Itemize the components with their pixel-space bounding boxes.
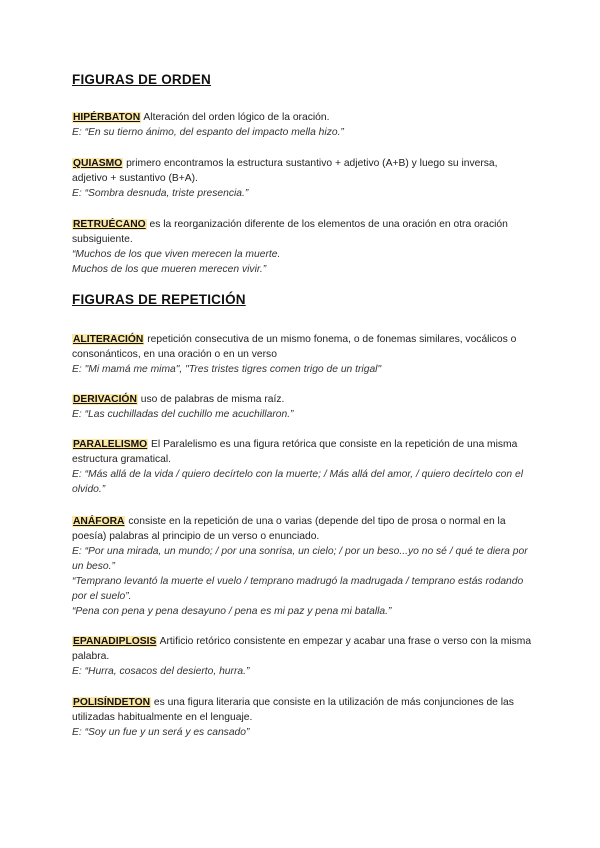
example-text: E: “En su tierno ánimo, del espanto del impacto mella hizo.”	[72, 127, 344, 138]
term-highlight: EPANADIPLOSIS	[73, 636, 157, 647]
definition-text: es una figura literaria que consiste en la utilización de más conjunciones de las utilizadas habitualmente en el lenguaje.	[72, 697, 514, 723]
term-highlight: DERIVACIÓN	[73, 394, 137, 405]
example-text: E: "Mi mamá me mima", "Tres tristes tigres comen trigo de un trigal"	[72, 364, 382, 375]
definition-text: Alteración del orden lógico de la oración.	[141, 112, 330, 123]
term-highlight: QUIASMO	[73, 158, 123, 169]
term-highlight: POLISÍNDETON	[73, 697, 151, 708]
example-text: E: “Hurra, cosacos del desierto, hurra.”	[72, 666, 250, 677]
example-text: E: “Soy un fue y un será y es cansado”	[72, 727, 250, 738]
section-title-orden: FIGURAS DE ORDEN	[72, 72, 211, 87]
example-text: E: “Por una mirada, un mundo; / por una sonrisa, un cielo; / por un beso...yo no sé / qué te diera por un beso.”	[72, 546, 528, 572]
definition-text: consiste en la repetición de una o varias (depende del tipo de prosa o normal en la poesía) palabras al principio de un verso o enunciado.	[72, 516, 506, 542]
entry-paralelismo	[72, 437, 532, 497]
entry-polisindeton	[72, 695, 532, 740]
entry-anafora	[72, 514, 532, 619]
section-title-repeticion: FIGURAS DE REPETICIÓN	[72, 292, 246, 307]
term-highlight: RETRUÉCANO	[73, 219, 146, 230]
definition-text: El Paralelismo es una figura retórica que consiste en la repetición de una misma estructura gramatical.	[72, 439, 518, 465]
term-highlight: HIPÉRBATON	[73, 112, 141, 123]
definition-text: Artificio retórico consistente en empezar y acabar una frase o verso con la misma palabra.	[72, 636, 532, 662]
example-text: “Temprano levantó la muerte el vuelo / temprano madrugó la madrugada / temprano estás rodando por el suelo”.	[72, 576, 524, 602]
definition-text: es la reorganización diferente de los elementos de una oración en otra oración subsiguiente.	[72, 219, 508, 245]
example-text: E: “Sombra desnuda, triste presencia.”	[72, 188, 249, 199]
entry-aliteracion	[72, 332, 532, 377]
term-highlight: PARALELISMO	[73, 439, 148, 450]
definition-text: repetición consecutiva de un mismo fonema, o de fonemas similares, vocálicos o consonánticos, en una oración o en un verso	[72, 334, 517, 360]
example-text: Muchos de los que mueren merecen vivir.”	[72, 264, 267, 275]
example-text: E: “Las cuchilladas del cuchillo me acuchillaron.”	[72, 409, 294, 420]
entry-retruecano	[72, 217, 532, 277]
term-highlight: ANÁFORA	[73, 516, 125, 527]
entry-derivacion	[72, 392, 532, 422]
entry-hiperbaton	[72, 110, 532, 140]
term-highlight: ALITERACIÓN	[73, 334, 144, 345]
entry-epanadiplosis	[72, 634, 532, 679]
example-text: “Muchos de los que viven merecen la muerte.	[72, 249, 281, 260]
definition-text: primero encontramos la estructura sustantivo + adjetivo (A+B) y luego su inversa, adjetivo + sustantivo (B+A).	[72, 158, 498, 184]
entry-quiasmo	[72, 156, 532, 201]
example-text: E: “Más allá de la vida / quiero decírtelo con la muerte; / Más allá del amor, / quiero decírtelo con el olvido.”	[72, 469, 524, 495]
example-text: “Pena con pena y pena desayuno / pena es mi paz y pena mi batalla.”	[72, 606, 392, 617]
definition-text: uso de palabras de misma raíz.	[137, 394, 285, 405]
